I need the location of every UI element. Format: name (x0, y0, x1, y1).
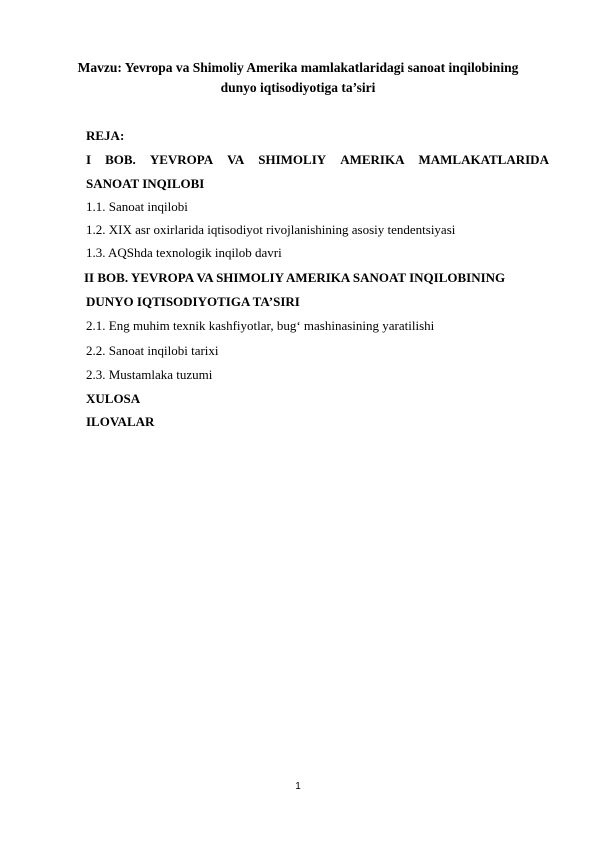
plan-item-1-1: 1.1. Sanoat inqilobi (86, 199, 188, 214)
conclusion-heading: XULOSA (86, 391, 141, 406)
chapter-1-title-word: I (86, 152, 92, 167)
chapter-1-title-word: MAMLAKATLARIDA (418, 152, 549, 167)
chapter-2-title-line-1: II BOB. YEVROPA VA SHIMOLIY AMERIKA SANOAT INQILOBINING (84, 270, 506, 285)
plan-item-2-1: 2.1. Eng muhim texnik kashfiyotlar, bug‘ mashinasining yaratilishi (86, 318, 435, 333)
chapter-1-title-word: BOB. (105, 152, 136, 167)
chapter-1-title-word: YEVROPA (149, 152, 214, 167)
chapter-1-title-word: AMERIKA (340, 152, 405, 167)
plan-item-2-3: 2.3. Mustamlaka tuzumi (86, 367, 213, 382)
plan-item-1-2: 1.2. XIX asr oxirlarida iqtisodiyot rivojlanishining asosiy tendentsiyasi (86, 222, 456, 237)
chapter-2-title-line-2: DUNYO IQTISODIYOTIGA TA’SIRI (86, 294, 300, 309)
plan-item-2-2: 2.2. Sanoat inqilobi tarixi (86, 343, 219, 358)
chapter-1-title-line-1 (86, 152, 549, 168)
chapter-1-title-word: SHIMOLIY (258, 152, 327, 167)
chapter-1-title-line-2: SANOAT INQILOBI (86, 176, 205, 191)
plan-item-1-3: 1.3. AQShda texnologik inqilob davri (86, 245, 282, 260)
appendices-heading: ILOVALAR (86, 414, 155, 429)
plan-heading: REJA: (86, 128, 125, 143)
chapter-1-title-word: VA (227, 152, 245, 167)
page-number: 1 (295, 781, 301, 792)
topic-title-line-2: dunyo iqtisodiyotiga ta’siri (220, 80, 376, 95)
topic-title-line-1: Mavzu: Yevropa va Shimoliy Amerika mamlakatlaridagi sanoat inqilobining (77, 60, 519, 75)
